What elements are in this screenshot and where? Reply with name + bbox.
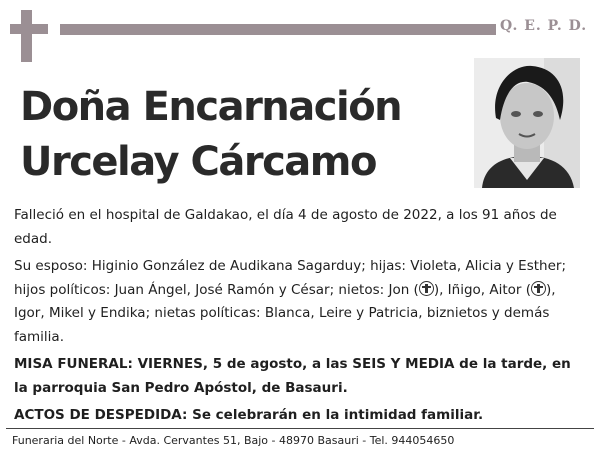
- deceased-cross-icon: [531, 281, 546, 296]
- deceased-cross-icon: [419, 281, 434, 296]
- header-bar: [60, 24, 496, 35]
- qepd-label: Q. E. P. D.: [500, 18, 588, 34]
- family-text-1: Su esposo: Higinio González de Audikana Sagarduy; hijas: Violeta, Alicia y Esther; hijos políticos: Juan Ángel, José Ramón y César; nietos: Jon (: [14, 258, 566, 298]
- death-notice: Falleció en el hospital de Galdakao, el día 4 de agosto de 2022, a los 91 años de edad.: [14, 207, 557, 247]
- funeral-home-footer: Funeraria del Norte - Avda. Cervantes 51, Bajo - 48970 Basauri - Tel. 944054650: [12, 434, 455, 447]
- family-text-3: ), Igor, Mikel y Endika; nietas políticas: Blanca, Leire y Patricia, biznietos y demás familia.: [14, 281, 556, 345]
- family-list: [14, 255, 588, 349]
- deceased-name: [20, 80, 460, 190]
- deceased-name-line2: Urcelay Cárcamo: [20, 139, 376, 185]
- funeral-mass: MISA FUNERAL: VIERNES, 5 de agosto, a las SEIS Y MEDIA de la tarde, en la parroquia San Pedro Apóstol, de Basauri.: [14, 356, 571, 396]
- deceased-photo: [474, 58, 580, 188]
- farewell-acts: ACTOS DE DESPEDIDA: Se celebrarán en la intimidad familiar.: [14, 407, 484, 423]
- deceased-name-line1: Doña Encarnación: [20, 84, 402, 130]
- family-text-2: ), Iñigo, Aitor (: [433, 281, 532, 298]
- footer-divider: [6, 428, 594, 429]
- obituary-text: [14, 204, 588, 432]
